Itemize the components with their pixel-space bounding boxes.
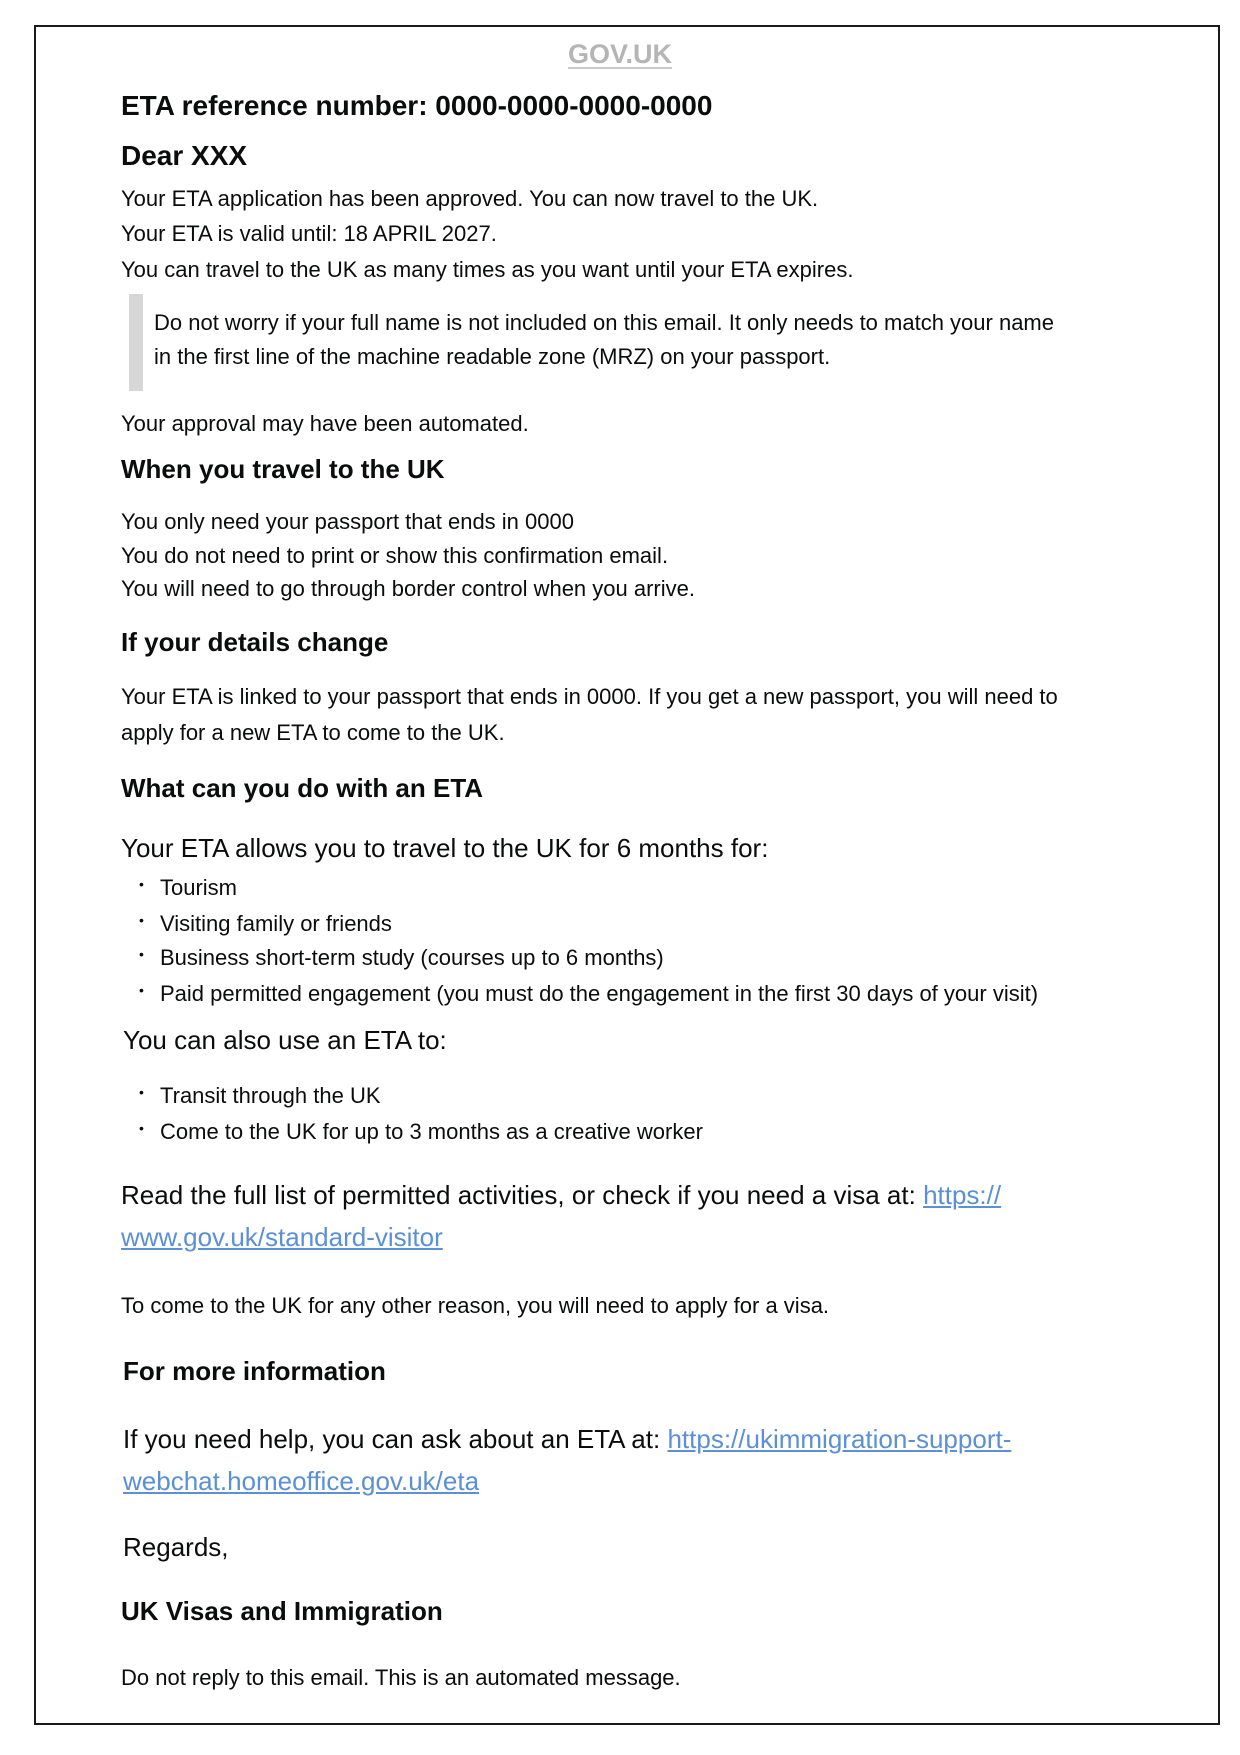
standard-visitor-link[interactable]: https:// bbox=[923, 1180, 1002, 1210]
bullet-icon: • bbox=[139, 1120, 144, 1136]
info-heading: For more information bbox=[123, 1356, 386, 1386]
read-more-label: Read the full list of permitted activities, or check if you need a visa at: bbox=[121, 1180, 924, 1210]
signature: UK Visas and Immigration bbox=[121, 1596, 443, 1626]
list-item: Paid permitted engagement (you must do the engagement in the first 30 days of your visit) bbox=[160, 981, 1039, 1006]
footer-note: Do not reply to this email. This is an automated message. bbox=[121, 1665, 681, 1690]
reference-number: ETA reference number: 0000-0000-0000-0000 bbox=[121, 90, 713, 121]
also-subheading: You can also use an ETA to: bbox=[123, 1025, 447, 1055]
bullet-icon: • bbox=[139, 1084, 144, 1100]
standard-visitor-link[interactable]: www.gov.uk/standard-visitor bbox=[121, 1222, 443, 1252]
bullet-icon: • bbox=[139, 912, 144, 928]
list-item: Tourism bbox=[160, 875, 238, 900]
details-line: apply for a new ETA to come to the UK. bbox=[121, 720, 505, 745]
webchat-link[interactable]: webchat.homeoffice.gov.uk/eta bbox=[123, 1466, 480, 1496]
list-item: Transit through the UK bbox=[160, 1083, 381, 1108]
read-more-text bbox=[121, 1180, 1001, 1211]
bullet-icon: • bbox=[139, 982, 144, 998]
travel-line: You only need your passport that ends in 0000 bbox=[121, 509, 574, 534]
intro-line: You can travel to the UK as many times as you want until your ETA expires. bbox=[121, 257, 854, 282]
inset-text: in the first line of the machine readable zone (MRZ) on your passport. bbox=[154, 344, 831, 369]
details-line: Your ETA is linked to your passport that ends in 0000. If you get a new passport, you will need to bbox=[121, 684, 1058, 709]
webchat-link[interactable]: https://ukimmigration-support- bbox=[667, 1424, 1012, 1454]
inset-bar bbox=[129, 294, 143, 391]
bullet-icon: • bbox=[139, 876, 144, 892]
travel-line: You do not need to print or show this confirmation email. bbox=[121, 543, 669, 568]
automated-note: Your approval may have been automated. bbox=[121, 411, 529, 436]
help-label: If you need help, you can ask about an ETA at: bbox=[123, 1424, 668, 1454]
help-text bbox=[123, 1424, 1011, 1455]
bullet-icon: • bbox=[139, 946, 144, 962]
details-heading: If your details change bbox=[121, 627, 389, 657]
help-link-line bbox=[123, 1466, 479, 1497]
regards: Regards, bbox=[123, 1532, 229, 1562]
list-item: Business short-term study (courses up to 6 months) bbox=[160, 945, 664, 970]
greeting: Dear XXX bbox=[121, 140, 248, 171]
travel-line: You will need to go through border control when you arrive. bbox=[121, 576, 695, 601]
intro-line: Your ETA application has been approved. You can now travel to the UK. bbox=[121, 186, 819, 211]
read-more-link-line bbox=[121, 1222, 443, 1253]
uses-heading: What can you do with an ETA bbox=[121, 773, 484, 803]
govuk-logo[interactable] bbox=[0, 38, 1240, 70]
intro-line: Your ETA is valid until: 18 APRIL 2027. bbox=[121, 221, 497, 246]
list-item: Visiting family or friends bbox=[160, 911, 392, 936]
travel-heading: When you travel to the UK bbox=[121, 454, 445, 484]
allows-subheading: Your ETA allows you to travel to the UK for 6 months for: bbox=[121, 833, 769, 863]
other-reason: To come to the UK for any other reason, you will need to apply for a visa. bbox=[121, 1293, 830, 1318]
list-item: Come to the UK for up to 3 months as a creative worker bbox=[160, 1119, 703, 1144]
inset-text: Do not worry if your full name is not included on this email. It only needs to match your name bbox=[154, 310, 1054, 335]
logo-text: GOV.UK bbox=[567, 39, 673, 69]
